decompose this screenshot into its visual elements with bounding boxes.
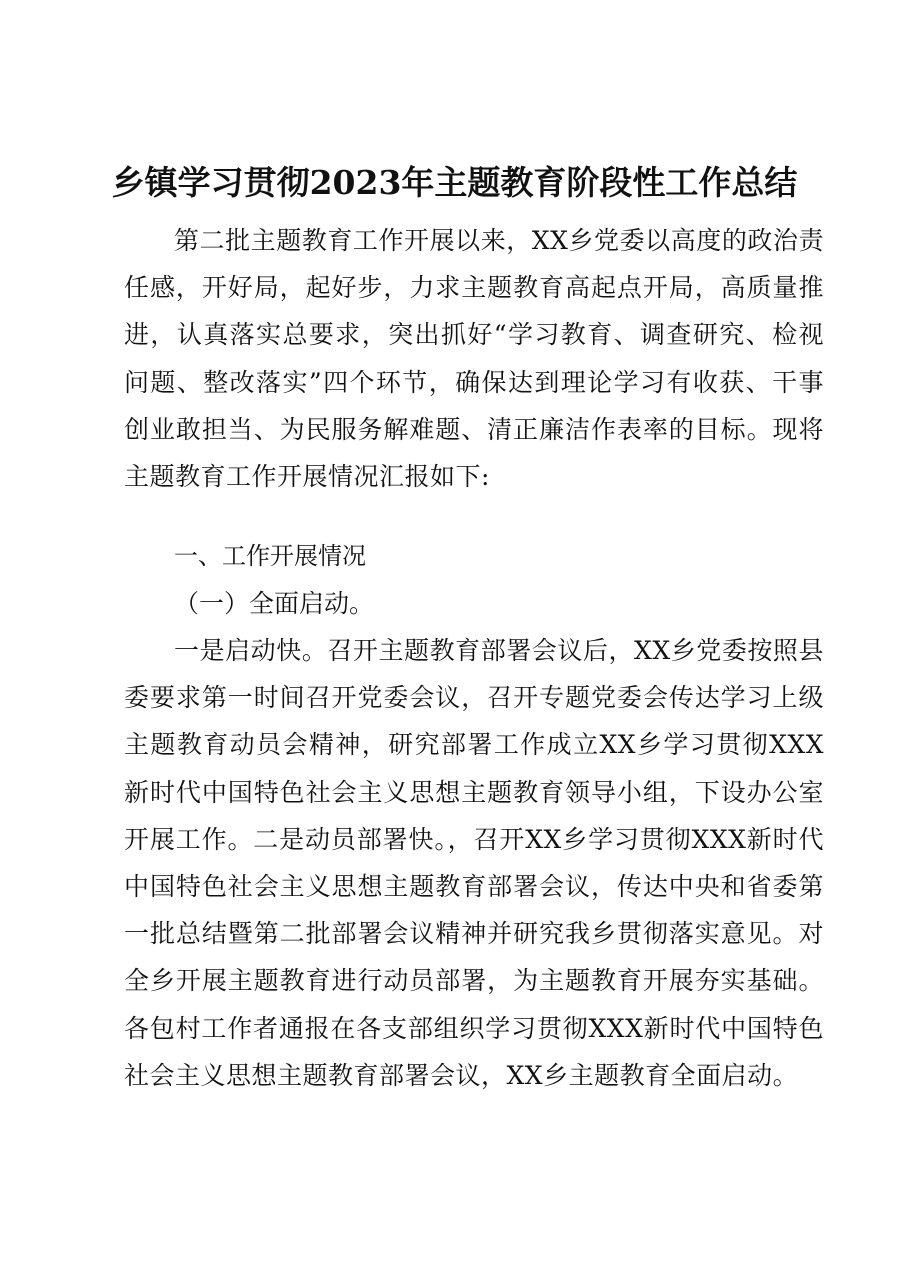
document-title: 乡镇学习贯彻2023年主题教育阶段性工作总结 <box>111 163 798 202</box>
section-heading: 一、工作开展情况 <box>174 542 366 570</box>
subsection-heading: （一）全面启动。 <box>174 589 375 618</box>
subsection-paragraph: 一是启动快。召开主题教育部署会议后，XX乡党委按照县委要求第一时间召开党委会议，召开专题党委会传达学习上级主题教育动员会精神，研究部署工作成立XX乡学习贯彻XXX新时代中国特色社会主义思想主题教育领导小组，下设办公室开展工作。二是动员部署快。，召开XX乡学习贯彻XXX新时代中国特色社会主义思想主题教育部署会议，传达中央和省委第一批总结暨第二批部署会议精神并研究我乡贯彻落实意见。对全乡开展主题教育进行动员部署，为主题教育开展夯实基础。各包村工作者通报在各支部组织学习贯彻XXX新时代中国特色社会主义思想主题教育部署会议，XX乡主题教育全面启动。 <box>124 636 824 1090</box>
intro-paragraph: 第二批主题教育工作开展以来，XX乡党委以高度的政治责任感，开好局，起好步，力求主题教育高起点开局，高质量推进，认真落实总要求，突出抓好“学习教育、调查研究、检视问题、整改落实”四个环节，确保达到理论学习有收获、干事创业敢担当、为民服务解难题、清正廉洁作表率的目标。现将主题教育工作开展情况汇报如下: <box>124 226 824 492</box>
